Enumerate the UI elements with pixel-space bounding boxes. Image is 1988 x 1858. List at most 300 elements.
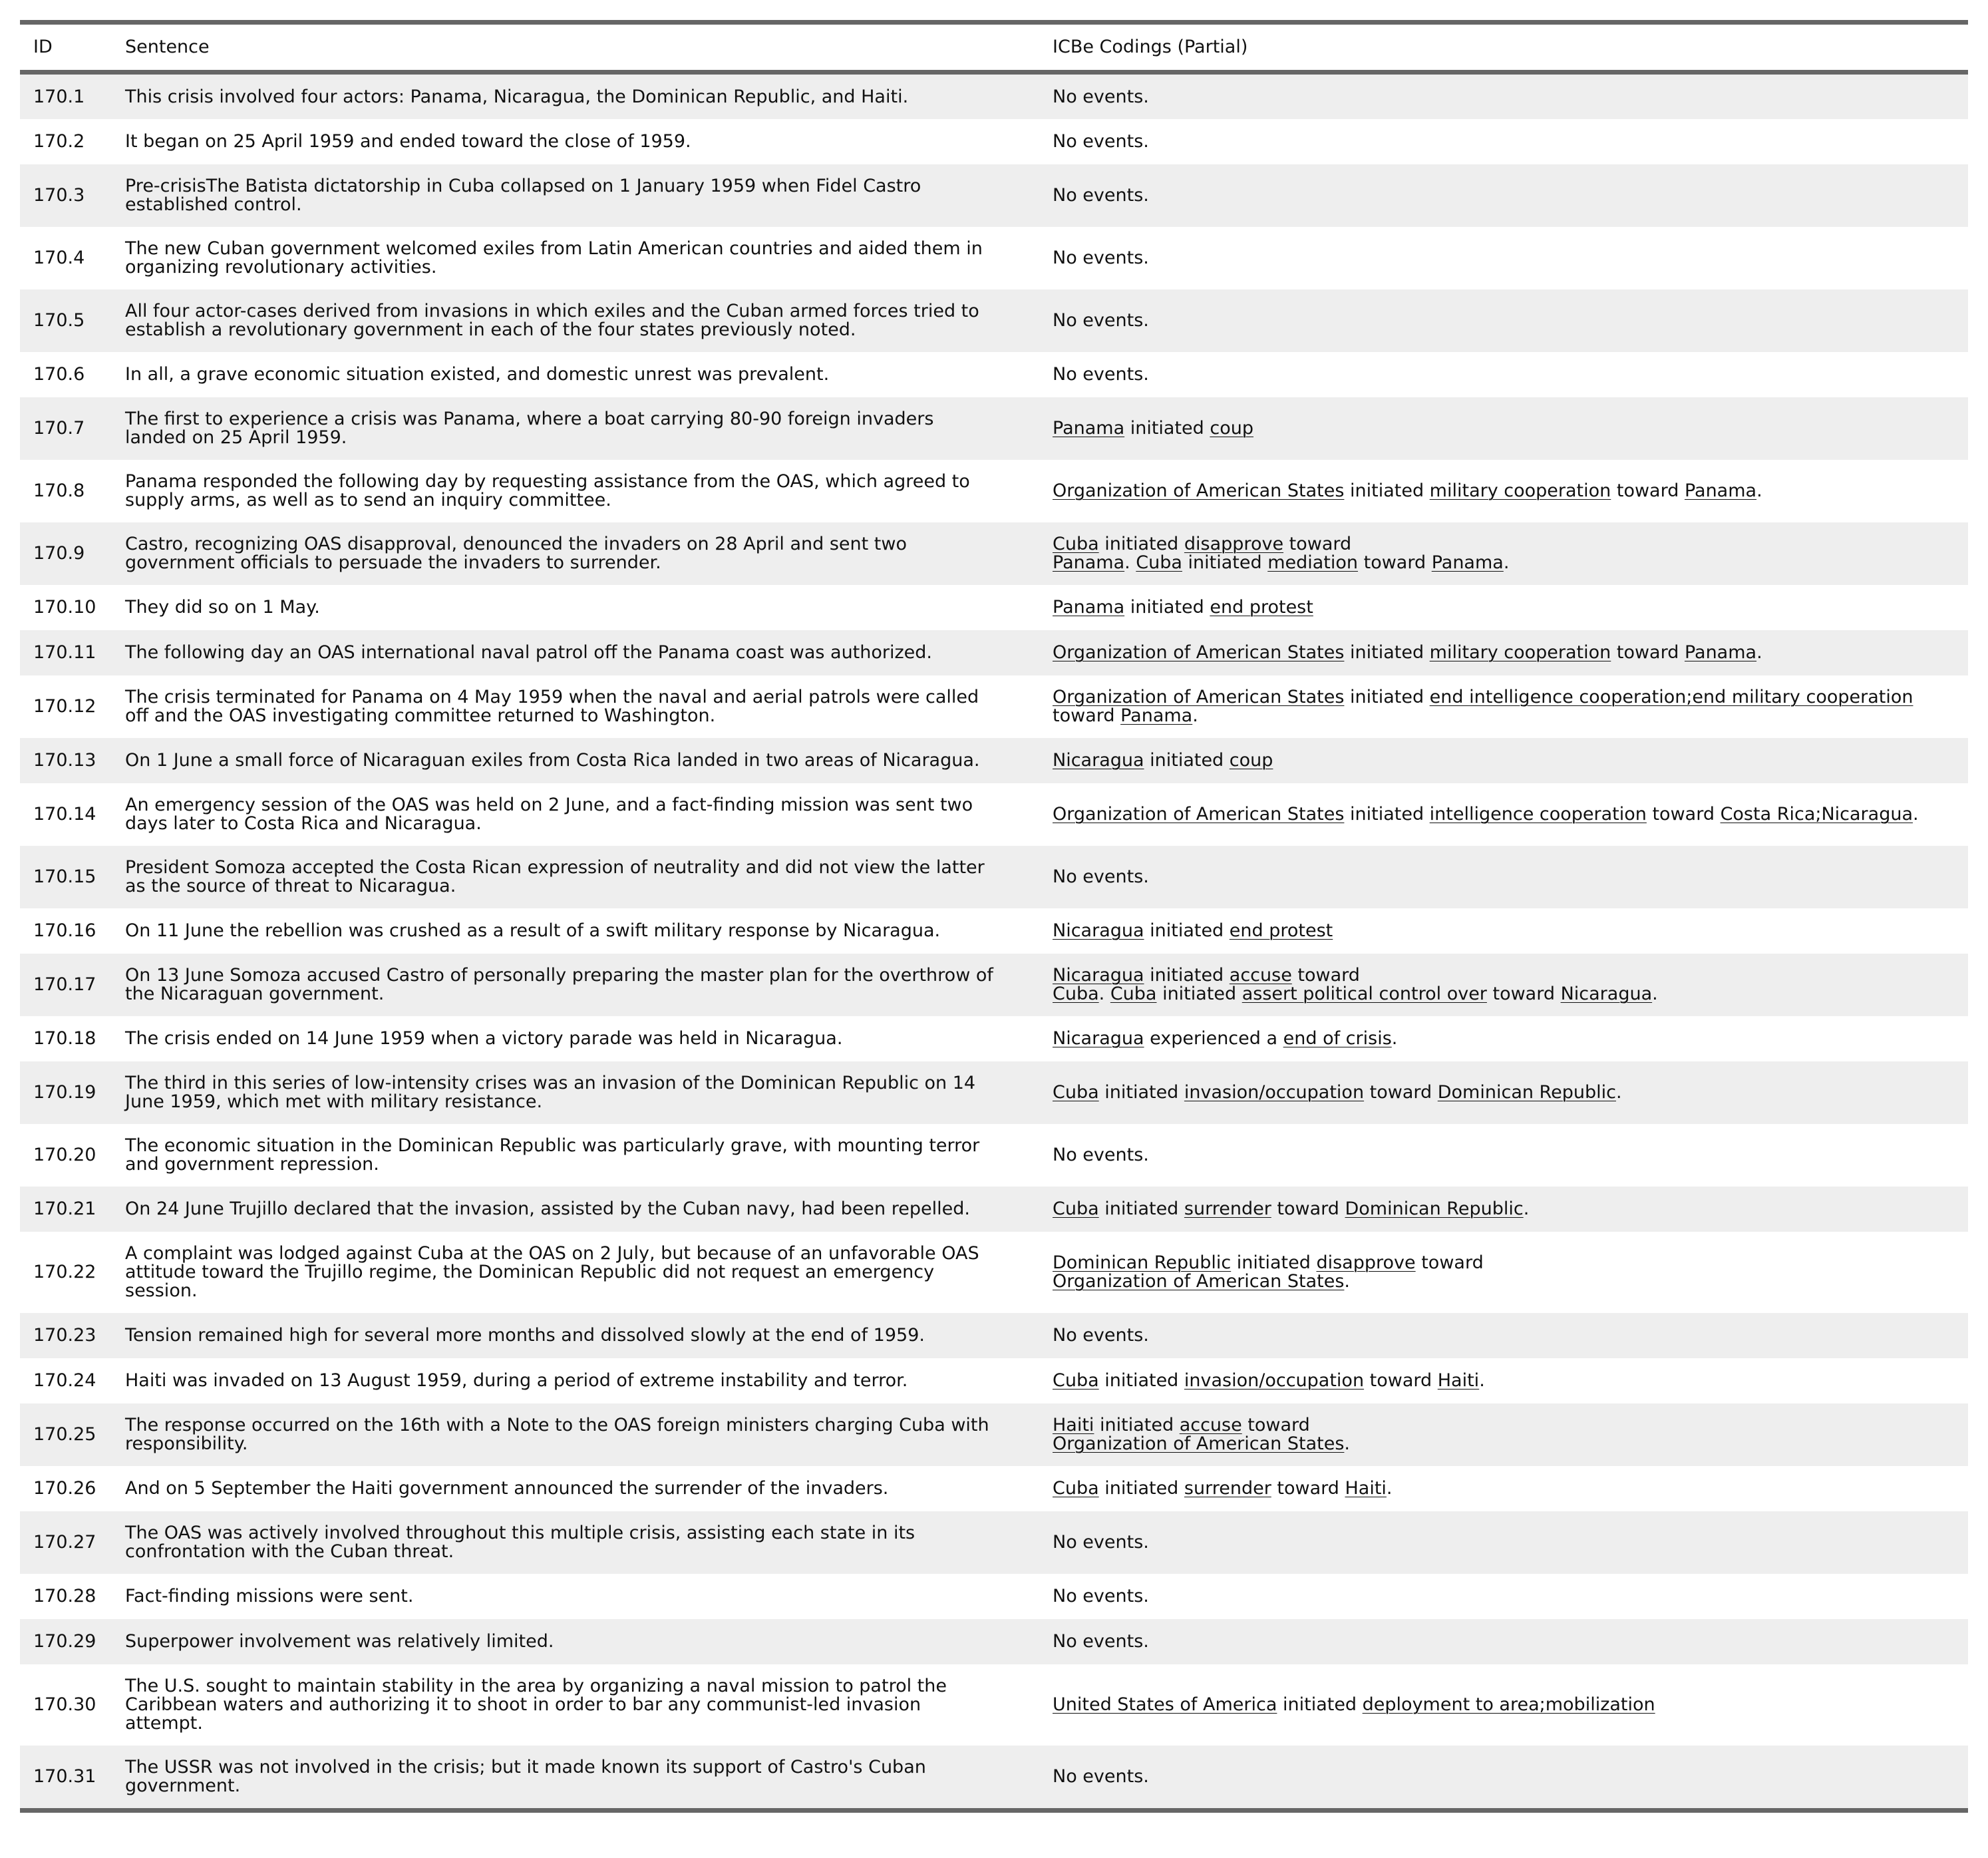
coding-term: Nicaragua (1053, 965, 1144, 986)
row-codings (1039, 644, 1968, 662)
coding-line (1053, 1029, 1968, 1048)
sentence-line: The economic situation in the Dominican Republic was particularly grave, with mounting terror (125, 1135, 980, 1156)
coding-text: initiated (1098, 1199, 1184, 1219)
coding-line (1053, 707, 1968, 725)
coding-text: No events. (1053, 310, 1149, 331)
coding-text: No events. (1053, 1532, 1149, 1553)
row-sentence (112, 1758, 1039, 1795)
coding-line (1053, 186, 1968, 205)
sentence-line: government officials to persuade the invaders to surrender. (125, 552, 661, 573)
table-header-rule (20, 70, 1968, 75)
row-id: 170.4 (33, 248, 85, 268)
table-row (20, 75, 1968, 119)
row-sentence (112, 410, 1039, 447)
sentence-line: Caribbean waters and authorizing it to shoot in order to bar any communist-led invasion (125, 1694, 921, 1715)
coding-text: toward (1364, 1370, 1438, 1391)
row-sentence (112, 644, 1039, 662)
coding-text: initiated (1344, 480, 1430, 501)
table-row (20, 1016, 1968, 1061)
table-row (20, 846, 1968, 908)
coding-line (1053, 1587, 1968, 1606)
row-sentence (112, 1524, 1039, 1561)
row-codings (1039, 1083, 1968, 1102)
sentence-line: And on 5 September the Haiti government announced the surrender of the invaders. (125, 1478, 889, 1499)
row-codings (1039, 1254, 1968, 1291)
coding-text: initiated (1144, 750, 1230, 771)
coding-text: initiated (1344, 687, 1430, 707)
coding-text: . (1756, 480, 1762, 501)
row-sentence (112, 858, 1039, 896)
coding-term: end protest (1229, 920, 1333, 941)
table-row (20, 1187, 1968, 1232)
coding-line (1053, 1372, 1968, 1390)
row-codings (1039, 1533, 1968, 1552)
sentence-line: They did so on 1 May. (125, 597, 320, 618)
row-sentence (112, 1074, 1039, 1111)
coding-line (1053, 1435, 1968, 1453)
row-id: 170.18 (33, 1028, 96, 1049)
table-row (20, 1403, 1968, 1466)
coding-text: No events. (1053, 1766, 1149, 1787)
row-codings (1039, 751, 1968, 770)
coding-line (1053, 419, 1968, 438)
table-row (20, 352, 1968, 397)
row-codings (1039, 1146, 1968, 1165)
row-codings (1039, 966, 1968, 1004)
coding-text: No events. (1053, 866, 1149, 887)
coding-term: mediation (1267, 552, 1359, 573)
row-sentence (112, 535, 1039, 572)
row-codings (1039, 186, 1968, 205)
sentence-line: and government repression. (125, 1154, 379, 1175)
coding-line (1053, 644, 1968, 662)
coding-line (1053, 482, 1968, 500)
table-row (20, 783, 1968, 846)
coding-term: Organization of American States (1053, 1271, 1345, 1292)
row-sentence (112, 966, 1039, 1004)
coding-line (1053, 1254, 1968, 1272)
row-codings (1039, 598, 1968, 617)
sentence-line: Panama responded the following day by requesting assistance from the OAS, which agreed to (125, 471, 970, 492)
row-sentence (112, 1677, 1039, 1733)
sentence-line: Fact-finding missions were sent. (125, 1586, 414, 1606)
row-id: 170.24 (33, 1370, 96, 1391)
coding-line (1053, 1632, 1968, 1651)
coding-text: initiated (1144, 965, 1230, 986)
coding-text: . (1124, 552, 1136, 573)
row-sentence (112, 1137, 1039, 1174)
sentence-line: landed on 25 April 1959. (125, 427, 347, 448)
coding-term: military cooperation (1429, 480, 1611, 501)
row-sentence (112, 365, 1039, 384)
sentence-line: A complaint was lodged against Cuba at the OAS on 2 July, but because of an unfavorable OAS (125, 1243, 979, 1264)
table-row (20, 1746, 1968, 1808)
coding-line (1053, 88, 1968, 106)
coding-text: toward (1283, 534, 1352, 554)
table-row (20, 460, 1968, 522)
sentence-line: organizing revolutionary activities. (125, 257, 437, 278)
coding-text: . (1098, 984, 1110, 1004)
row-codings (1039, 365, 1968, 384)
coding-text: No events. (1053, 1325, 1149, 1346)
sentence-line: days later to Costa Rica and Nicaragua. (125, 813, 482, 834)
coding-term: Nicaragua (1053, 750, 1144, 771)
coding-text: experienced a (1144, 1028, 1283, 1049)
sentence-line: establish a revolutionary government in each of the four states previously noted. (125, 319, 856, 340)
table-top-rule (20, 20, 1968, 25)
coding-line (1053, 868, 1968, 886)
coding-text: initiated (1098, 534, 1184, 554)
sentence-line: supply arms, as well as to send an inquiry committee. (125, 490, 611, 510)
row-id: 170.25 (33, 1424, 96, 1445)
coding-text: . (1344, 1271, 1351, 1292)
table-row (20, 1124, 1968, 1187)
coding-term: Organization of American States (1053, 480, 1345, 501)
row-id: 170.26 (33, 1478, 96, 1499)
coding-line (1053, 751, 1968, 770)
sentence-line: The following day an OAS international naval patrol off the Panama coast was authorized. (125, 642, 933, 663)
coding-term: invasion/occupation (1184, 1082, 1365, 1103)
coding-term: Cuba (1053, 1478, 1099, 1499)
sentence-line: The OAS was actively involved throughout this multiple crisis, assisting each state in its (125, 1523, 915, 1543)
coding-term: Dominican Republic (1437, 1082, 1616, 1103)
row-codings (1039, 1767, 1968, 1786)
coding-term: Cuba (1053, 1370, 1099, 1391)
row-sentence (112, 1479, 1039, 1498)
coding-text: toward (1291, 965, 1360, 986)
coding-line (1053, 1326, 1968, 1345)
row-id: 170.23 (33, 1325, 96, 1346)
coding-line (1053, 598, 1968, 617)
coding-term: disapprove (1316, 1252, 1416, 1273)
row-codings (1039, 419, 1968, 438)
sentence-line: All four actor-cases derived from invasions in which exiles and the Cuban armed forces tried to (125, 301, 979, 321)
coding-term: Nicaragua (1560, 984, 1653, 1004)
coding-term: accuse (1229, 965, 1292, 986)
coding-term: invasion/occupation (1184, 1370, 1365, 1391)
row-codings (1039, 1416, 1968, 1453)
coding-term: Haiti (1345, 1478, 1387, 1499)
row-sentence (112, 1029, 1039, 1048)
coding-term: Dominican Republic (1053, 1252, 1232, 1273)
coding-term: Haiti (1437, 1370, 1480, 1391)
coding-text: . (1386, 1478, 1393, 1499)
row-sentence (112, 1200, 1039, 1218)
coding-line (1053, 1533, 1968, 1552)
table-row (20, 164, 1968, 227)
coding-text: toward (1271, 1199, 1345, 1219)
sentence-line: Tension remained high for several more months and dissolved slowly at the end of 1959. (125, 1325, 925, 1346)
coding-term: Panama (1053, 597, 1125, 618)
table-row (20, 1358, 1968, 1403)
header-id: ID (33, 37, 53, 57)
coding-text: initiated (1124, 597, 1210, 618)
coding-line (1053, 1696, 1968, 1714)
coding-term: Organization of American States (1053, 804, 1345, 825)
row-sentence (112, 1326, 1039, 1345)
table-row (20, 522, 1968, 585)
coding-term: surrender (1184, 1478, 1271, 1499)
coding-text: initiated (1344, 804, 1430, 825)
sentence-line: responsibility. (125, 1433, 248, 1454)
row-codings (1039, 1587, 1968, 1606)
row-id: 170.12 (33, 696, 96, 717)
row-id: 170.10 (33, 597, 96, 618)
table-body (20, 75, 1968, 1808)
coding-text: . (1523, 1199, 1530, 1219)
coding-text: . (1479, 1370, 1485, 1391)
coding-text: . (1192, 705, 1198, 726)
table-row (20, 675, 1968, 738)
coding-text: initiated (1156, 984, 1242, 1004)
coding-text: initiated (1182, 552, 1268, 573)
row-id: 170.21 (33, 1199, 96, 1219)
table-row (20, 1619, 1968, 1664)
row-id: 170.3 (33, 185, 85, 206)
coding-term: United States of America (1053, 1694, 1277, 1715)
coding-term: Organization of American States (1053, 642, 1345, 663)
row-id: 170.2 (33, 131, 85, 152)
sentence-line: The third in this series of low-intensity crises was an invasion of the Dominican Republic on 14 (125, 1073, 976, 1093)
coding-text: initiated (1098, 1478, 1184, 1499)
row-id: 170.16 (33, 920, 96, 941)
row-codings (1039, 535, 1968, 572)
coding-term: Nicaragua (1053, 1028, 1144, 1049)
coding-text: No events. (1053, 248, 1149, 268)
coding-text: No events. (1053, 364, 1149, 385)
row-id: 170.15 (33, 866, 96, 887)
sentence-line: The new Cuban government welcomed exiles from Latin American countries and aided them in (125, 238, 983, 259)
coding-term: Organization of American States (1053, 687, 1345, 707)
row-codings (1039, 805, 1968, 824)
sentence-line: The response occurred on the 16th with a Note to the OAS foreign ministers charging Cuba with (125, 1415, 989, 1435)
coding-term: deployment to area;mobilization (1362, 1694, 1655, 1715)
row-codings (1039, 132, 1968, 151)
sentence-line: On 24 June Trujillo declared that the invasion, assisted by the Cuban navy, had been repelled. (125, 1199, 970, 1219)
coding-text: No events. (1053, 185, 1149, 206)
table-row (20, 289, 1968, 352)
row-sentence (112, 1632, 1039, 1651)
row-id: 170.30 (33, 1694, 96, 1715)
coding-text: . (1756, 642, 1762, 663)
coding-line (1053, 1479, 1968, 1498)
sentence-line: The crisis ended on 14 June 1959 when a victory parade was held in Nicaragua. (125, 1028, 843, 1049)
row-codings (1039, 88, 1968, 106)
coding-term: Cuba (1053, 534, 1099, 554)
coding-line (1053, 922, 1968, 940)
coding-term: end of crisis (1283, 1028, 1392, 1049)
coding-text: No events. (1053, 86, 1149, 107)
row-sentence (112, 688, 1039, 725)
coding-line (1053, 1767, 1968, 1786)
row-codings (1039, 922, 1968, 940)
sentence-line: off and the OAS investigating committee returned to Washington. (125, 705, 716, 726)
coding-text: toward (1611, 480, 1685, 501)
row-id: 170.7 (33, 418, 85, 439)
coding-line (1053, 1083, 1968, 1102)
table-row (20, 585, 1968, 630)
coding-term: Panama (1053, 552, 1125, 573)
coding-term: military cooperation (1429, 642, 1611, 663)
row-codings (1039, 311, 1968, 330)
coding-term: end protest (1210, 597, 1313, 618)
coding-text: No events. (1053, 1586, 1149, 1606)
coding-term: Dominican Republic (1345, 1199, 1524, 1219)
coding-term: Panama (1053, 418, 1125, 439)
coding-text: No events. (1053, 1631, 1149, 1652)
sentence-line: Haiti was invaded on 13 August 1959, during a period of extreme instability and terror. (125, 1370, 908, 1391)
coding-line (1053, 535, 1968, 554)
coding-text: . (1615, 1082, 1622, 1103)
table-row (20, 1232, 1968, 1313)
header-sentence: Sentence (125, 37, 210, 57)
coding-term: Cuba (1053, 1082, 1099, 1103)
table-row (20, 630, 1968, 675)
table-row (20, 1511, 1968, 1574)
sentence-line: The USSR was not involved in the crisis; but it made known its support of Castro's Cuban (125, 1757, 926, 1777)
row-codings (1039, 1696, 1968, 1714)
coding-text: initiated (1144, 920, 1230, 941)
row-codings (1039, 1029, 1968, 1048)
coding-term: Costa Rica;Nicaragua (1720, 804, 1913, 825)
sentence-line: President Somoza accepted the Costa Rican expression of neutrality and did not view the latter (125, 857, 985, 878)
coding-line (1053, 1146, 1968, 1165)
coding-term: end intelligence cooperation;end military cooperation (1429, 687, 1913, 707)
sentence-line: attitude toward the Trujillo regime, the Dominican Republic did not request an emergency (125, 1262, 935, 1282)
sentence-line: confrontation with the Cuban threat. (125, 1541, 454, 1562)
table-row (20, 1574, 1968, 1619)
sentence-line: June 1959, which met with military resistance. (125, 1091, 543, 1112)
coding-line (1053, 554, 1968, 572)
sentence-line: On 11 June the rebellion was crushed as a result of a swift military response by Nicaragua. (125, 920, 941, 941)
coding-line (1053, 1272, 1968, 1291)
coding-term: Cuba (1053, 1199, 1099, 1219)
coding-term: Cuba (1053, 984, 1099, 1004)
row-codings (1039, 1372, 1968, 1390)
table-row (20, 1466, 1968, 1511)
coding-line (1053, 1416, 1968, 1435)
row-codings (1039, 688, 1968, 725)
row-sentence (112, 132, 1039, 151)
coding-text: No events. (1053, 131, 1149, 152)
row-codings (1039, 1326, 1968, 1345)
table-row (20, 908, 1968, 954)
table-row (20, 227, 1968, 289)
row-sentence (112, 240, 1039, 277)
coding-line (1053, 1200, 1968, 1218)
table-row (20, 954, 1968, 1016)
sentence-line: Pre-crisisThe Batista dictatorship in Cuba collapsed on 1 January 1959 when Fidel Castro (125, 176, 921, 196)
row-id: 170.6 (33, 364, 85, 385)
coding-term: disapprove (1184, 534, 1284, 554)
row-id: 170.20 (33, 1145, 96, 1165)
sentence-line: established control. (125, 194, 302, 215)
sentence-line: the Nicaraguan government. (125, 984, 385, 1004)
coding-term: Panama (1431, 552, 1504, 573)
row-sentence (112, 922, 1039, 940)
row-sentence (112, 1244, 1039, 1300)
coding-term: Organization of American States (1053, 1433, 1345, 1454)
row-id: 170.28 (33, 1586, 96, 1606)
coding-line (1053, 688, 1968, 707)
sentence-line: It began on 25 April 1959 and ended toward the close of 1959. (125, 131, 691, 152)
coding-term: surrender (1184, 1199, 1271, 1219)
coding-term: intelligence cooperation (1429, 804, 1647, 825)
row-codings (1039, 1479, 1968, 1498)
table-row (20, 119, 1968, 164)
row-sentence (112, 88, 1039, 106)
row-sentence (112, 1587, 1039, 1606)
icbe-table (20, 20, 1968, 1813)
coding-text: toward (1271, 1478, 1345, 1499)
coding-line (1053, 311, 1968, 330)
row-sentence (112, 177, 1039, 214)
row-codings (1039, 868, 1968, 886)
row-codings (1039, 482, 1968, 500)
row-id: 170.27 (33, 1532, 96, 1553)
coding-text: initiated (1098, 1370, 1184, 1391)
coding-line (1053, 249, 1968, 268)
table-row (20, 397, 1968, 460)
row-id: 170.1 (33, 86, 85, 107)
coding-line (1053, 805, 1968, 824)
sentence-line: On 13 June Somoza accused Castro of personally preparing the master plan for the overthrow of (125, 965, 993, 986)
row-sentence (112, 796, 1039, 833)
sentence-line: The first to experience a crisis was Panama, where a boat carrying 80-90 foreign invaders (125, 409, 934, 429)
coding-term: accuse (1179, 1415, 1242, 1435)
coding-text: No events. (1053, 1145, 1149, 1165)
coding-text: toward (1486, 984, 1561, 1004)
row-sentence (112, 1416, 1039, 1453)
coding-text: toward (1053, 705, 1121, 726)
sentence-line: In all, a grave economic situation existed, and domestic unrest was prevalent. (125, 364, 830, 385)
sentence-line: An emergency session of the OAS was held on 2 June, and a fact-finding mission was sent two (125, 795, 973, 815)
row-id: 170.14 (33, 804, 96, 825)
coding-term: Panama (1684, 480, 1757, 501)
row-sentence (112, 751, 1039, 770)
coding-term: assert political control over (1242, 984, 1487, 1004)
row-id: 170.31 (33, 1766, 96, 1787)
coding-text: . (1503, 552, 1510, 573)
row-codings (1039, 1632, 1968, 1651)
table-row (20, 1061, 1968, 1124)
sentence-line: attempt. (125, 1713, 203, 1734)
row-id: 170.17 (33, 974, 96, 995)
table-row (20, 1664, 1968, 1746)
row-id: 170.8 (33, 480, 85, 501)
table-row (20, 1313, 1968, 1358)
row-id: 170.22 (33, 1262, 96, 1282)
sentence-line: session. (125, 1280, 198, 1301)
coding-text: toward (1242, 1415, 1310, 1435)
coding-text: toward (1611, 642, 1685, 663)
coding-text: toward (1358, 552, 1432, 573)
row-id: 170.5 (33, 310, 85, 331)
row-sentence (112, 598, 1039, 617)
coding-text: initiated (1344, 642, 1430, 663)
table-header-row (20, 25, 1968, 70)
row-id: 170.19 (33, 1082, 96, 1103)
row-id: 170.11 (33, 642, 96, 663)
sentence-line: This crisis involved four actors: Panama, Nicaragua, the Dominican Republic, and Haiti. (125, 86, 909, 107)
row-sentence (112, 1372, 1039, 1390)
coding-text: toward (1646, 804, 1721, 825)
row-id: 170.29 (33, 1631, 96, 1652)
row-codings (1039, 249, 1968, 268)
coding-term: Panama (1120, 705, 1193, 726)
coding-line (1053, 365, 1968, 384)
coding-term: Haiti (1053, 1415, 1094, 1435)
